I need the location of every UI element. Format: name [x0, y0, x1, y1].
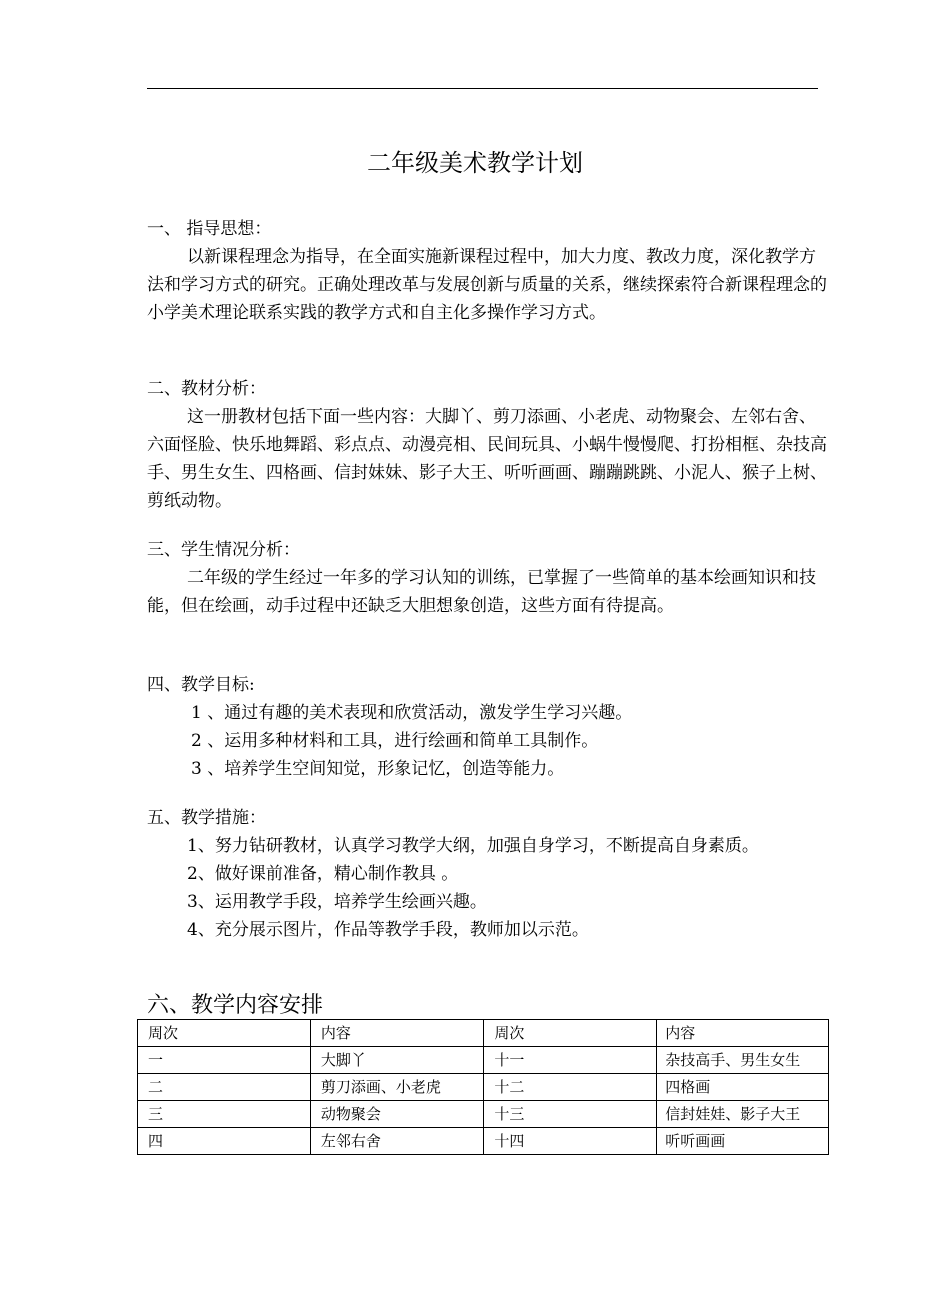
table-cell: 十二 [484, 1074, 657, 1101]
section-heading-schedule: 六、教学内容安排 [147, 993, 324, 1018]
table-row [138, 1101, 829, 1128]
table-cell: 杂技高手、男生女生 [657, 1047, 829, 1074]
list-item: 2 、运用多种材料和工具，进行绘画和简单工具制作。 [191, 731, 599, 751]
section-heading: 三、学生情况分析： [147, 540, 300, 560]
section-textbook-analysis [147, 375, 827, 515]
table-cell: 左邻右舍 [310, 1128, 484, 1155]
list-item: 2、做好课前准备，精心制作教具 。 [187, 864, 459, 884]
section-paragraph: 二年级的学生经过一年多的学习认知的训练，已掌握了一些简单的基本绘画知识和技能，但在绘画，动手过程中还缺乏大胆想象创造，这些方面有待提高。 [147, 568, 816, 616]
table-cell: 信封娃娃、影子大王 [657, 1101, 829, 1128]
list-item: 3、运用教学手段，培养学生绘画兴趣。 [187, 892, 487, 912]
section-heading: 四、教学目标: [147, 675, 255, 695]
section-heading: 五、教学措施： [147, 808, 266, 828]
header-rule [147, 88, 818, 89]
list-item: 3 、培养学生空间知觉，形象记忆，创造等能力。 [191, 759, 565, 779]
list-item: 1 、通过有趣的美术表现和欣赏活动，激发学生学习兴趣。 [191, 703, 633, 723]
table-cell: 四格画 [657, 1074, 829, 1101]
section-paragraph: 这一册教材包括下面一些内容：大脚丫、剪刀添画、小老虎、动物聚会、左邻右舍、六面怪脸、快乐地舞蹈、彩点点、动漫亮相、民间玩具、小蜗牛慢慢爬、打扮相框、杂技高手、男生女生、四格画、信封妹妹、影子大王、听听画画、蹦蹦跳跳、小泥人、猴子上树、剪纸动物。 [147, 407, 827, 511]
section-teaching-measures [147, 804, 827, 944]
table-cell: 一 [138, 1047, 311, 1074]
section-guiding-thought [147, 215, 827, 327]
list-item: 4、充分展示图片，作品等教学手段，教师加以示范。 [187, 920, 589, 940]
list-item: 1、努力钻研教材，认真学习教学大纲，加强自身学习，不断提高自身素质。 [187, 836, 759, 856]
table-row [138, 1074, 829, 1101]
table-header-row [138, 1020, 829, 1047]
header-cell: 内容 [657, 1020, 829, 1047]
table-cell: 四 [138, 1128, 311, 1155]
section-heading: 一、 指导思想： [147, 219, 272, 239]
table-cell: 二 [138, 1074, 311, 1101]
table-row [138, 1128, 829, 1155]
section-student-analysis [147, 536, 827, 620]
table-cell: 听听画画 [657, 1128, 829, 1155]
table-row [138, 1047, 829, 1074]
header-cell: 周次 [138, 1020, 311, 1047]
header-cell: 周次 [484, 1020, 657, 1047]
table-cell: 十一 [484, 1047, 657, 1074]
section-heading: 二、教材分析： [147, 379, 266, 399]
table-cell: 剪刀添画、小老虎 [310, 1074, 484, 1101]
document-title: 二年级美术教学计划 [367, 149, 583, 177]
section-paragraph: 以新课程理念为指导，在全面实施新课程过程中，加大力度、教改力度，深化教学方法和学习方式的研究。正确处理改革与发展创新与质量的关系，继续探索符合新课程理念的小学美术理论联系实践的教学方式和自主化多操作学习方式。 [147, 247, 827, 323]
table-cell: 十三 [484, 1101, 657, 1128]
table-cell: 十四 [484, 1128, 657, 1155]
table-cell: 动物聚会 [310, 1101, 484, 1128]
table-cell: 大脚丫 [310, 1047, 484, 1074]
schedule-table [137, 1019, 829, 1155]
header-cell: 内容 [310, 1020, 484, 1047]
section-teaching-goals [147, 671, 827, 783]
table-cell: 三 [138, 1101, 311, 1128]
